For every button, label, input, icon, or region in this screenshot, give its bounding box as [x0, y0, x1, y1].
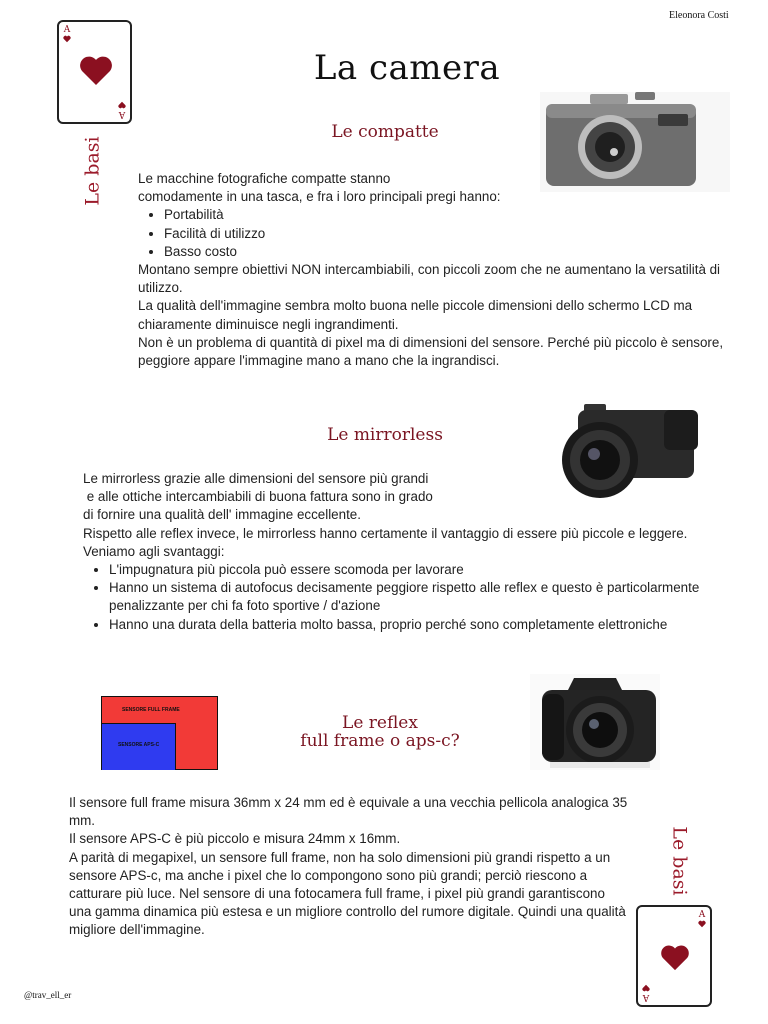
ace-of-hearts-card-top — [57, 20, 132, 124]
mirrorless-text — [83, 470, 731, 634]
small-heart-icon — [63, 35, 71, 43]
compatte-paragraph: Montano sempre obiettivi NON intercambiabili, con piccoli zoom che ne aumentano la versatilità di utilizzo. — [138, 262, 721, 296]
list-item: • Hanno un sistema di autofocus decisamente peggiore rispetto alle reflex e questo è particolarmente penalizzante per chi fa foto sportive / d'azione — [109, 579, 731, 615]
sensor-full-frame-diagram — [101, 696, 218, 770]
list-item: • Portabilità — [164, 206, 750, 224]
card-rank: A — [118, 109, 126, 119]
sensor-full-frame-label: SENSORE FULL FRAME — [122, 707, 180, 713]
reflex-paragraph: Il sensore full frame misura 36mm x 24 mm ed è equivale a una vecchia pellicola analogica 35 mm. — [69, 795, 628, 829]
section-title-reflex — [290, 714, 470, 750]
reflex-title-line2: full frame o aps-c? — [300, 731, 460, 751]
heart-icon — [79, 56, 113, 86]
mirrorless-intro-line: e alle ottiche intercambiabili di buona fattura sono in grado — [83, 489, 433, 505]
side-label-left: Le basi — [81, 136, 104, 206]
list-item: • Basso costo — [164, 243, 750, 261]
mirrorless-intro-line: di fornire una qualità dell' immagine eccellente. — [83, 507, 361, 523]
reflex-paragraph: A parità di megapixel, un sensore full frame, non ha solo dimensioni più grandi rispetto a un sensore APS-c, ma anche i pixel che lo compongono sono più grandi; perciò riescono a catturare più luce. Nel sensore di una fotocamera full frame, i pixel più grandi garantiscono una gamma dinamica più estesa e un migliore controllo del rumore digitale. Quindi una qualità migliore dell'immagine. — [69, 849, 626, 938]
svantaggi-intro: Veniamo agli svantaggi: — [83, 543, 225, 559]
card-rank: A — [698, 910, 706, 920]
compatte-bullet-list — [138, 206, 750, 261]
mirrorless-paragraph: Rispetto alle reflex invece, le mirrorless hanno certamente il vantaggio di essere più piccole e leggere. — [83, 525, 688, 541]
sensor-apsc-label: SENSORE APS-C — [118, 742, 160, 748]
side-label-right: Le basi — [668, 826, 691, 896]
mirrorless-bullet-list — [83, 561, 731, 634]
heart-icon — [660, 945, 690, 971]
footer-handle: @trav_ell_er — [24, 990, 72, 1000]
compatte-text — [138, 170, 750, 370]
ace-of-hearts-card-bottom — [636, 905, 712, 1007]
mirrorless-intro-line: Le mirrorless grazie alle dimensioni del sensore più grandi — [83, 471, 429, 486]
list-item: • Hanno una durata della batteria molto bassa, proprio perché sono completamente elettroniche — [109, 616, 731, 634]
compatte-intro-line1: Le macchine fotografiche compatte stanno — [138, 171, 391, 186]
reflex-text — [69, 794, 629, 940]
list-item: • L'impugnatura più piccola può essere scomoda per lavorare — [109, 561, 731, 579]
section-title-compatte: Le compatte — [331, 122, 439, 142]
reflex-title-line1: Le reflex — [342, 713, 418, 733]
sensor-apsc-diagram — [102, 723, 176, 770]
compatte-paragraph: Non è un problema di quantità di pixel ma di dimensioni del sensore. Perché più piccolo è sensore, peggiore appare l'immagine mano a mano che la ingrandisci. — [138, 334, 724, 369]
compatte-paragraph: La qualità dell'immagine sembra molto buona nelle piccole dimensioni dello schermo LCD ma chiaramente diminuisce negli ingrandimenti. — [138, 298, 693, 332]
list-item: • Facilità di utilizzo — [164, 225, 750, 243]
small-heart-icon — [642, 984, 650, 992]
card-rank: A — [642, 992, 650, 1002]
reflex-paragraph: Il sensore APS-C è più piccolo e misura 24mm x 16mm. — [69, 831, 401, 847]
small-heart-icon — [698, 920, 706, 928]
dslr-camera-image — [530, 674, 660, 770]
section-title-mirrorless: Le mirrorless — [327, 425, 443, 445]
compatte-intro-line2: comodamente in una tasca, e fra i loro principali pregi hanno: — [138, 189, 501, 205]
page-title: La camera — [313, 48, 501, 88]
author-name: Eleonora Costi — [669, 10, 729, 21]
card-rank: A — [63, 25, 71, 35]
small-heart-icon — [118, 101, 126, 109]
